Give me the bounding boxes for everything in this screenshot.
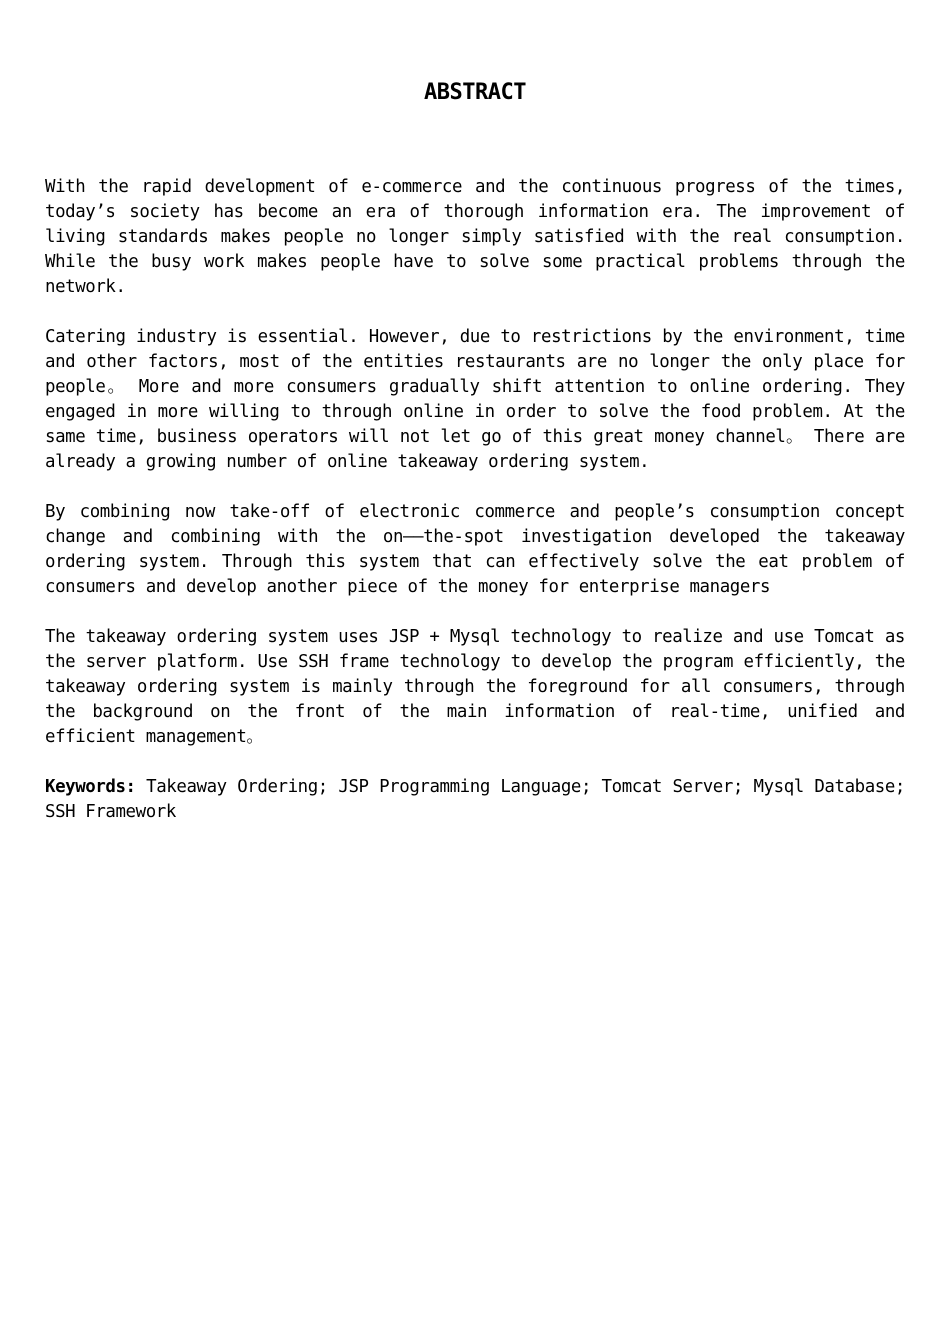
abstract-paragraph-4: The takeaway ordering system uses JSP + Mysql technology to realize and use Tomcat as the server platform. Use SSH frame technology to develop the program efficiently, the takeaway ordering system is mainly through the foreground for all consumers, through the background on the front of the main information of real-time, unified and efficient management。 [45, 627, 905, 747]
keywords-label: Keywords: [45, 777, 136, 797]
keywords-line [45, 775, 905, 825]
keywords-list: Takeaway Ordering; JSP Programming Language; Tomcat Server; Mysql Database; SSH Framework [45, 777, 905, 822]
abstract-title: ABSTRACT [424, 80, 526, 105]
abstract-page [45, 0, 905, 850]
abstract-paragraph-3: By combining now take-off of electronic commerce and people’s consumption concept change and combining with the on——the-spot investigation developed the takeaway ordering system. Through this system that can effectively solve the eat problem of consumers and develop another piece of the money for enterprise managers [45, 502, 905, 597]
abstract-paragraph-1: With the rapid development of e-commerce and the continuous progress of the times, today’s society has become an era of thorough information era. The improvement of living standards makes people no longer simply satisfied with the real consumption. While the busy work makes people have to solve some practical problems through the network. [45, 177, 905, 297]
abstract-paragraph-2: Catering industry is essential. However, due to restrictions by the environment, time and other factors, most of the entities restaurants are no longer the only place for people。 More and more consumers gradually shift attention to online ordering. They engaged in more willing to through online in order to solve the food problem. At the same time, business operators will not let go of this great money channel。 There are already a growing number of online takeaway ordering system. [45, 327, 905, 472]
